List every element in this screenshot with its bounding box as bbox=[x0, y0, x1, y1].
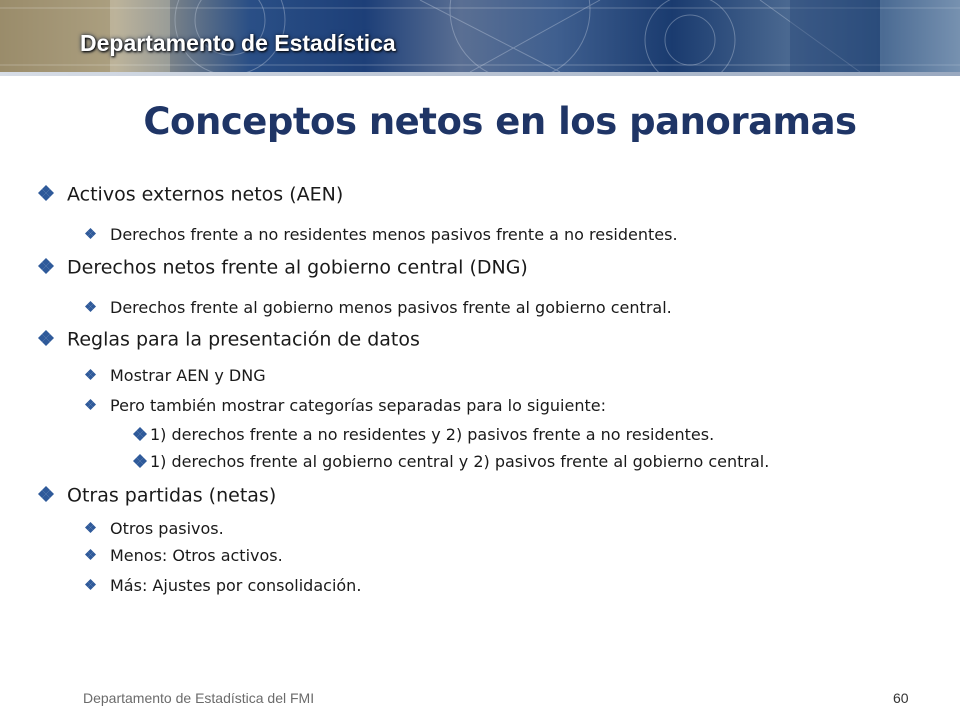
bullet-text: Más: Ajustes por consolidación. bbox=[110, 576, 362, 595]
diamond-quad-icon bbox=[85, 399, 96, 410]
diamond-quad-icon bbox=[133, 427, 147, 441]
banner-title: Departamento de Estadística bbox=[80, 30, 396, 56]
bullet-text: 1) derechos frente al gobierno central y 2) pasivos frente al gobierno central. bbox=[150, 452, 770, 471]
bullet-level-1 bbox=[38, 484, 276, 507]
diamond-quad-icon bbox=[38, 486, 54, 502]
bullet-level-1 bbox=[38, 256, 528, 279]
diamond-quad-icon bbox=[38, 258, 54, 274]
bullet-text: Reglas para la presentación de datos bbox=[67, 328, 420, 351]
bullet-text: Menos: Otros activos. bbox=[110, 546, 283, 565]
diamond-quad-icon bbox=[85, 301, 96, 312]
bullet-text: Derechos frente a no residentes menos pasivos frente a no residentes. bbox=[110, 225, 678, 244]
bullet-text: Activos externos netos (AEN) bbox=[67, 183, 344, 206]
diamond-quad-icon bbox=[85, 549, 96, 560]
bullet-text: 1) derechos frente a no residentes y 2) pasivos frente a no residentes. bbox=[150, 425, 715, 444]
bullet-level-1 bbox=[38, 328, 420, 351]
bullet-text: Mostrar AEN y DNG bbox=[110, 366, 266, 385]
bullet-level-2 bbox=[85, 297, 672, 317]
diamond-quad-icon bbox=[85, 369, 96, 380]
diamond-quad-icon bbox=[38, 330, 54, 346]
bullet-level-2 bbox=[85, 575, 361, 595]
page-number: 60 bbox=[893, 690, 909, 706]
bullet-level-2 bbox=[85, 224, 678, 244]
bullet-level-1 bbox=[38, 183, 343, 206]
diamond-quad-icon bbox=[133, 454, 147, 468]
diamond-quad-icon bbox=[85, 579, 96, 590]
bullet-level-3 bbox=[133, 451, 769, 471]
bullet-level-2 bbox=[85, 545, 283, 565]
bullet-level-3 bbox=[133, 424, 714, 444]
bullet-level-2 bbox=[85, 518, 224, 538]
bullet-text: Derechos frente al gobierno menos pasivos frente al gobierno central. bbox=[110, 298, 672, 317]
bullet-text: Derechos netos frente al gobierno central (DNG) bbox=[67, 256, 528, 279]
bullet-text: Pero también mostrar categorías separadas para lo siguiente: bbox=[110, 396, 606, 415]
diamond-quad-icon bbox=[85, 522, 96, 533]
bullet-level-2 bbox=[85, 365, 266, 385]
bullet-level-2 bbox=[85, 395, 606, 415]
diamond-quad-icon bbox=[38, 185, 54, 201]
footer-source: Departamento de Estadística del FMI bbox=[83, 690, 315, 706]
bullet-text: Otros pasivos. bbox=[110, 519, 224, 538]
slide-title: Conceptos netos en los panoramas bbox=[143, 100, 857, 143]
bullet-text: Otras partidas (netas) bbox=[67, 484, 277, 507]
diamond-quad-icon bbox=[85, 228, 96, 239]
